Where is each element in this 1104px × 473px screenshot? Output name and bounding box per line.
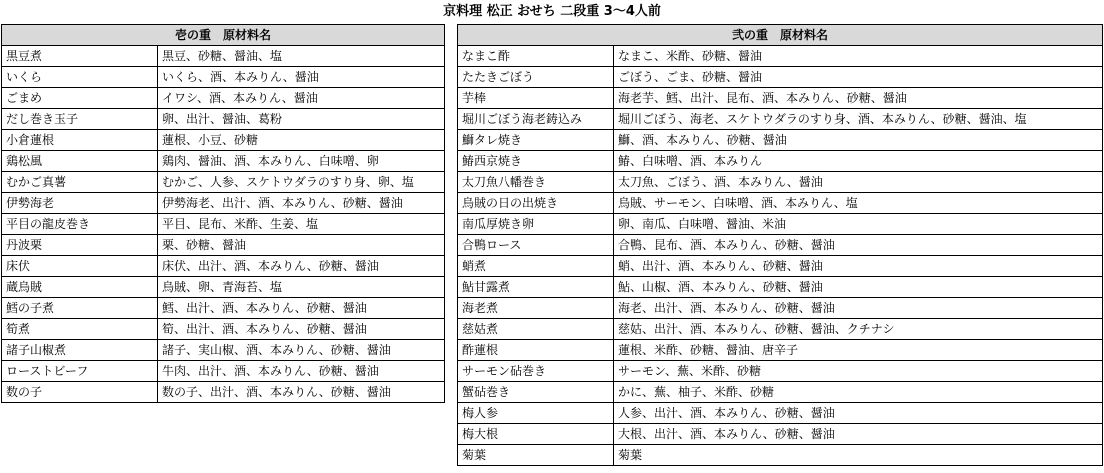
- table-row: [458, 298, 1103, 319]
- table-row: [458, 403, 1103, 424]
- ingredients-cell: 牛肉、出汁、酒、本みりん、砂糖、醤油: [158, 361, 445, 382]
- table-row: [458, 424, 1103, 445]
- tier1-header: 壱の重 原材料名: [2, 25, 445, 46]
- dish-name-cell: 酢蓮根: [458, 340, 614, 361]
- ingredients-cell: 卵、出汁、醤油、葛粉: [158, 109, 445, 130]
- dish-name-cell: 筍煮: [2, 319, 158, 340]
- ingredients-cell: 海老、出汁、酒、本みりん、砂糖、醤油: [614, 298, 1103, 319]
- table-row: [458, 130, 1103, 151]
- table-row: [2, 193, 445, 214]
- table-row: [2, 340, 445, 361]
- dish-name-cell: 数の子: [2, 382, 158, 403]
- ingredients-cell: 栗、砂糖、醤油: [158, 235, 445, 256]
- table-row: [458, 382, 1103, 403]
- dish-name-cell: 鮎甘露煮: [458, 277, 614, 298]
- ingredients-cell: 太刀魚、ごぼう、酒、本みりん、醤油: [614, 172, 1103, 193]
- dish-name-cell: 丹波栗: [2, 235, 158, 256]
- tier1-header-row: [2, 25, 445, 46]
- dish-name-cell: 鱈の子煮: [2, 298, 158, 319]
- table-row: [2, 214, 445, 235]
- dish-name-cell: ローストビーフ: [2, 361, 158, 382]
- ingredients-cell: むかご、人参、スケトウダラのすり身、卵、塩: [158, 172, 445, 193]
- ingredients-cell: なまこ、米酢、砂糖、醤油: [614, 46, 1103, 67]
- table-row: [2, 67, 445, 88]
- tier2-header: 弐の重 原材料名: [458, 25, 1103, 46]
- dish-name-cell: 蟹砧巻き: [458, 382, 614, 403]
- ingredients-cell: 卵、南瓜、白味噌、醤油、米油: [614, 214, 1103, 235]
- dish-name-cell: だし巻き玉子: [2, 109, 158, 130]
- table-row: [458, 256, 1103, 277]
- ingredients-cell: ごぼう、ごま、砂糖、醤油: [614, 67, 1103, 88]
- dish-name-cell: 太刀魚八幡巻き: [458, 172, 614, 193]
- dish-name-cell: 鰤タレ焼き: [458, 130, 614, 151]
- dish-name-cell: 海老煮: [458, 298, 614, 319]
- ingredients-cell: 慈姑、出汁、酒、本みりん、砂糖、醤油、クチナシ: [614, 319, 1103, 340]
- dish-name-cell: 鰆西京焼き: [458, 151, 614, 172]
- ingredients-cell: 鱈、出汁、酒、本みりん、砂糖、醤油: [158, 298, 445, 319]
- dish-name-cell: ごまめ: [2, 88, 158, 109]
- dish-name-cell: 烏賊の日の出焼き: [458, 193, 614, 214]
- dish-name-cell: 床伏: [2, 256, 158, 277]
- dish-name-cell: 南瓜厚焼き卵: [458, 214, 614, 235]
- dish-name-cell: サーモン砧巻き: [458, 361, 614, 382]
- ingredients-cell: いくら、酒、本みりん、醤油: [158, 67, 445, 88]
- table-row: [458, 361, 1103, 382]
- table-row: [458, 193, 1103, 214]
- table-row: [458, 340, 1103, 361]
- dish-name-cell: いくら: [2, 67, 158, 88]
- table-row: [458, 277, 1103, 298]
- ingredients-cell: 堀川ごぼう、海老、スケトウダラのすり身、酒、本みりん、砂糖、醤油、塩: [614, 109, 1103, 130]
- table-row: [458, 109, 1103, 130]
- table-row: [2, 46, 445, 67]
- dish-name-cell: 黒豆煮: [2, 46, 158, 67]
- ingredients-cell: 大根、出汁、酒、本みりん、砂糖、醤油: [614, 424, 1103, 445]
- ingredients-cell: 諸子、実山椒、酒、本みりん、砂糖、醤油: [158, 340, 445, 361]
- dish-name-cell: 菊葉: [458, 445, 614, 466]
- table-row: [2, 88, 445, 109]
- ingredients-cell: かに、蕪、柚子、米酢、砂糖: [614, 382, 1103, 403]
- table-row: [458, 445, 1103, 466]
- dish-name-cell: 鶏松風: [2, 151, 158, 172]
- table-row: [2, 172, 445, 193]
- ingredients-cell: 海老芋、鱈、出汁、昆布、酒、本みりん、砂糖、醤油: [614, 88, 1103, 109]
- ingredients-cell: 烏賊、卵、青海苔、塩: [158, 277, 445, 298]
- ingredients-cell: 蓮根、米酢、砂糖、醤油、唐辛子: [614, 340, 1103, 361]
- dish-name-cell: 芋棒: [458, 88, 614, 109]
- table-row: [2, 109, 445, 130]
- dish-name-cell: なまこ酢: [458, 46, 614, 67]
- dish-name-cell: 蔵烏賊: [2, 277, 158, 298]
- dish-name-cell: 蛸煮: [458, 256, 614, 277]
- table-row: [2, 151, 445, 172]
- dish-name-cell: たたきごぼう: [458, 67, 614, 88]
- ingredients-cell: 蓮根、小豆、砂糖: [158, 130, 445, 151]
- dish-name-cell: 伊勢海老: [2, 193, 158, 214]
- table-row: [2, 361, 445, 382]
- table-row: [458, 46, 1103, 67]
- page-title: 京料理 松正 おせち 二段重 3〜4人前: [443, 4, 661, 19]
- table-row: [2, 235, 445, 256]
- ingredients-cell: 床伏、出汁、酒、本みりん、砂糖、醤油: [158, 256, 445, 277]
- table-row: [458, 67, 1103, 88]
- tier2-table-body: [458, 46, 1103, 466]
- ingredients-cell: 合鴨、昆布、酒、本みりん、砂糖、醤油: [614, 235, 1103, 256]
- table-row: [2, 277, 445, 298]
- dish-name-cell: 小倉蓮根: [2, 130, 158, 151]
- table-row: [458, 88, 1103, 109]
- dish-name-cell: 平目の龍皮巻き: [2, 214, 158, 235]
- dish-name-cell: 諸子山椒煮: [2, 340, 158, 361]
- ingredients-cell: 筍、出汁、酒、本みりん、砂糖、醤油: [158, 319, 445, 340]
- ingredients-cell: 黒豆、砂糖、醤油、塩: [158, 46, 445, 67]
- dish-name-cell: 堀川ごぼう海老鋳込み: [458, 109, 614, 130]
- dish-name-cell: 梅大根: [458, 424, 614, 445]
- ingredients-cell: 蛸、出汁、酒、本みりん、砂糖、醤油: [614, 256, 1103, 277]
- tier2-header-row: [458, 25, 1103, 46]
- ingredients-cell: 数の子、出汁、酒、本みりん、砂糖、醤油: [158, 382, 445, 403]
- dish-name-cell: 慈姑煮: [458, 319, 614, 340]
- table-row: [458, 235, 1103, 256]
- table-row: [2, 319, 445, 340]
- table-row: [458, 214, 1103, 235]
- tier2-ingredients-table: [457, 24, 1103, 466]
- table-row: [2, 256, 445, 277]
- ingredients-cell: 烏賊、サーモン、白味噌、酒、本みりん、塩: [614, 193, 1103, 214]
- dish-name-cell: 合鴨ロース: [458, 235, 614, 256]
- ingredients-cell: サーモン、蕪、米酢、砂糖: [614, 361, 1103, 382]
- dish-name-cell: 梅人参: [458, 403, 614, 424]
- ingredients-cell: 菊葉: [614, 445, 1103, 466]
- ingredients-cell: 鰆、白味噌、酒、本みりん: [614, 151, 1103, 172]
- table-row: [458, 151, 1103, 172]
- ingredients-cell: 人参、出汁、酒、本みりん、砂糖、醤油: [614, 403, 1103, 424]
- dish-name-cell: むかご真薯: [2, 172, 158, 193]
- table-row: [2, 298, 445, 319]
- table-row: [458, 319, 1103, 340]
- ingredients-cell: イワシ、酒、本みりん、醤油: [158, 88, 445, 109]
- ingredients-cell: 鶏肉、醤油、酒、本みりん、白味噌、卵: [158, 151, 445, 172]
- ingredients-cell: 平目、昆布、米酢、生姜、塩: [158, 214, 445, 235]
- table-row: [458, 172, 1103, 193]
- ingredients-cell: 伊勢海老、出汁、酒、本みりん、砂糖、醤油: [158, 193, 445, 214]
- tier1-ingredients-table: [1, 24, 445, 403]
- ingredients-cell: 鰤、酒、本みりん、砂糖、醤油: [614, 130, 1103, 151]
- tier1-table-body: [2, 46, 445, 403]
- ingredients-cell: 鮎、山椒、酒、本みりん、砂糖、醤油: [614, 277, 1103, 298]
- table-row: [2, 382, 445, 403]
- table-row: [2, 130, 445, 151]
